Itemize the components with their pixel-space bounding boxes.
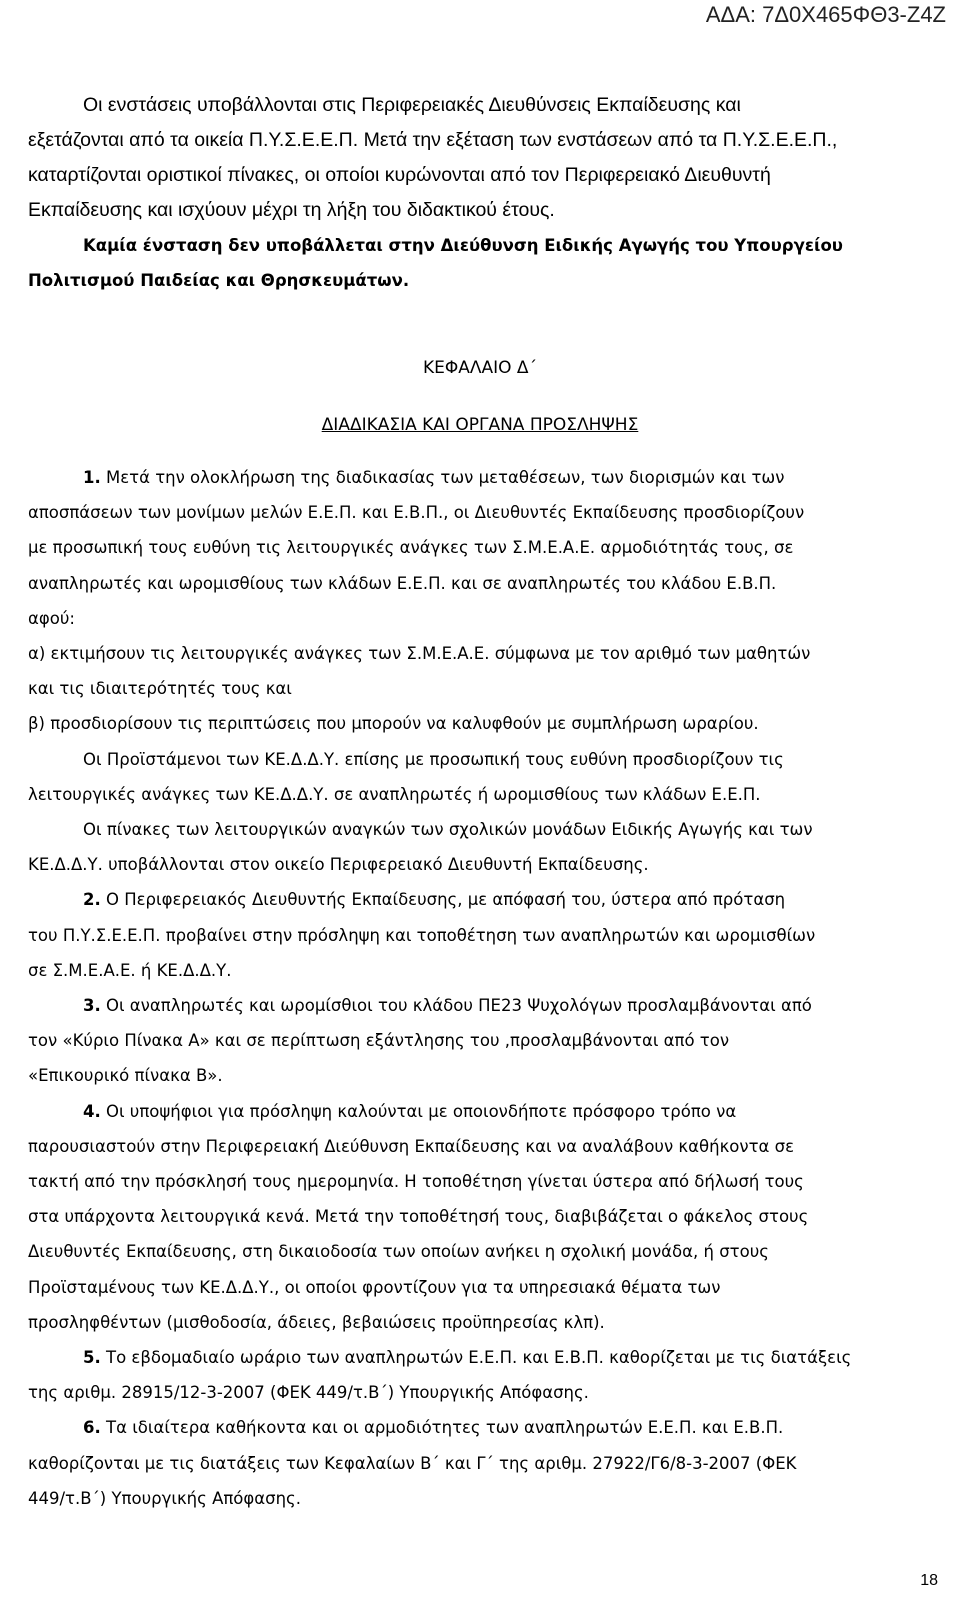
text-line: σε Σ.Μ.Ε.Α.Ε. ή ΚΕ.Δ.Δ.Υ.	[28, 960, 232, 980]
text-line: στα υπάρχοντα λειτουργικά κενά. Μετά την τοποθέτησή τους, διαβιβάζεται ο φάκελος στους	[28, 1207, 809, 1227]
text-line: καταρτίζονται οριστικοί πίνακες, οι οποίοι κυρώνονται από τον Περιφερειακό Διευθυντή	[28, 164, 771, 186]
page-number: 18	[920, 1572, 938, 1589]
item-number: 2.	[83, 890, 101, 910]
text-line: και τις ιδιαιτερότητές τους και	[28, 679, 292, 699]
text-line: εξετάζονται από τα οικεία Π.Υ.Σ.Ε.Ε.Π. Μετά την εξέταση των ενστάσεων από τα Π.Υ.Σ.Ε.Ε.Π.,	[28, 129, 838, 151]
bold-text-line: Καμία ένσταση δεν υποβάλλεται στην Διεύθυνση Ειδικής Αγωγής του Υπουργείου	[83, 236, 843, 255]
paragraph-2-line: 2. Ο Περιφερειακός Διευθυντής Εκπαίδευσης, με απόφασή του, ύστερα από πρόταση	[83, 890, 786, 910]
item-number: 6.	[83, 1418, 101, 1438]
bold-text-line: Πολιτισμού Παιδείας και Θρησκευμάτων.	[28, 271, 410, 290]
text-line: τακτή από την πρόσκλησή τους ημερομηνία. Η τοποθέτηση γίνεται ύστερα από δήλωσή τους	[28, 1172, 804, 1192]
paragraph-6-line: 6. Τα ιδιαίτερα καθήκοντα και οι αρμοδιότητες των αναπληρωτών Ε.Ε.Π. και Ε.Β.Π.	[83, 1418, 784, 1438]
text-line: λειτουργικές ανάγκες των ΚΕ.Δ.Δ.Υ. σε αναπληρωτές ή ωρομισθίους των κλάδων Ε.Ε.Π.	[28, 784, 761, 804]
paragraph-1-line: 1. Μετά την ολοκλήρωση της διαδικασίας των μεταθέσεων, των διορισμών και των	[83, 468, 785, 487]
text-line: Οι ενστάσεις υποβάλλονται στις Περιφερειακές Διευθύνσεις Εκπαίδευσης και	[83, 94, 741, 116]
text-line: «Επικουρικό πίνακα Β».	[28, 1066, 223, 1086]
paragraph-5-line: 5. Το εβδομαδιαίο ωράριο των αναπληρωτών Ε.Ε.Π. και Ε.Β.Π. καθορίζεται με τις διατάξεις	[83, 1348, 852, 1368]
item-number: 3.	[83, 996, 101, 1016]
item-number: 4.	[83, 1101, 101, 1121]
chapter-title: ΚΕΦΑΛΑΙΟ Δ΄	[422, 358, 538, 378]
text-line: α) εκτιμήσουν τις λειτουργικές ανάγκες των Σ.Μ.Ε.Α.Ε. σύμφωνα με τον αριθμό των μαθητών	[28, 644, 811, 664]
text-line: παρουσιαστούν στην Περιφερειακή Διεύθυνση Εκπαίδευσης και να αναλάβουν καθήκοντα σε	[28, 1136, 795, 1156]
item-number: 5.	[83, 1348, 101, 1368]
text-line: 449/τ.Β΄) Υπουργικής Απόφασης.	[28, 1488, 301, 1508]
main-body	[28, 460, 940, 1516]
text-line: με προσωπική τους ευθύνη τις λειτουργικές ανάγκες των Σ.Μ.Ε.Α.Ε. αρμοδιότητάς τους, σε	[28, 538, 794, 558]
text-line: Εκπαίδευσης και ισχύουν μέχρι τη λήξη του διδακτικού έτους.	[28, 199, 555, 221]
text-line: β) προσδιορίσουν τις περιπτώσεις που μπορούν να καλυφθούν με συμπλήρωση ωραρίου.	[28, 714, 759, 734]
chapter-subtitle: ΔΙΑΔΙΚΑΣΙΑ ΚΑΙ ΟΡΓΑΝΑ ΠΡΟΣΛΗΨΗΣ	[321, 415, 639, 435]
text-line: αφού:	[28, 608, 75, 628]
item-number: 1.	[83, 468, 101, 487]
text-line: του Π.Υ.Σ.Ε.Ε.Π. προβαίνει στην πρόσληψη και τοποθέτηση των αναπληρωτών και ωρομισθίων	[28, 925, 816, 945]
text-line: Προϊσταμένους των ΚΕ.Δ.Δ.Υ., οι οποίοι φροντίζουν για τα υπηρεσιακά θέματα των	[28, 1277, 721, 1297]
text-line: αναπληρωτές και ωρομισθίους των κλάδων Ε.Ε.Π. και σε αναπληρωτές του κλάδου Ε.Β.Π.	[28, 573, 777, 593]
text-line: Οι πίνακες των λειτουργικών αναγκών των σχολικών μονάδων Ειδικής Αγωγής και των	[83, 820, 813, 840]
text-line: ΚΕ.Δ.Δ.Υ. υποβάλλονται στον οικείο Περιφερειακό Διευθυντή Εκπαίδευσης.	[28, 855, 649, 875]
text-line: της αριθμ. 28915/12-3-2007 (ΦΕΚ 449/τ.Β΄) Υπουργικής Απόφασης.	[28, 1383, 589, 1403]
text-line: καθορίζονται με τις διατάξεις των Κεφαλαίων Β΄ και Γ΄ της αριθμ. 27922/Γ6/8-3-2007 (ΦΕΚ	[28, 1453, 797, 1473]
intro-section	[28, 88, 940, 298]
text-line: αποσπάσεων των μονίμων μελών Ε.Ε.Π. και Ε.Β.Π., οι Διευθυντές Εκπαίδευσης προσδιορίζουν	[28, 503, 805, 523]
text-line: Διευθυντές Εκπαίδευσης, στη δικαιοδοσία των οποίων ανήκει η σχολική μονάδα, ή στους	[28, 1242, 769, 1262]
paragraph-4-line: 4. Οι υποψήφιοι για πρόσληψη καλούνται με οποιονδήποτε πρόσφορο τρόπο να	[83, 1101, 737, 1121]
text-line: προσληφθέντων (μισθοδοσία, άδειες, βεβαιώσεις προϋπηρεσίας κλπ).	[28, 1312, 605, 1332]
text-line: τον «Κύριο Πίνακα Α» και σε περίπτωση εξάντλησης του ,προσλαμβάνονται από τον	[28, 1031, 730, 1051]
ada-code: ΑΔΑ: 7Δ0Χ465ΦΘ3-Ζ4Ζ	[705, 2, 946, 27]
paragraph-3-line: 3. Οι αναπληρωτές και ωρομίσθιοι του κλάδου ΠΕ23 Ψυχολόγων προσλαμβάνονται από	[83, 996, 812, 1016]
text-line: Οι Προϊστάμενοι των ΚΕ.Δ.Δ.Υ. επίσης με προσωπική τους ευθύνη προσδιορίζουν τις	[83, 749, 784, 769]
